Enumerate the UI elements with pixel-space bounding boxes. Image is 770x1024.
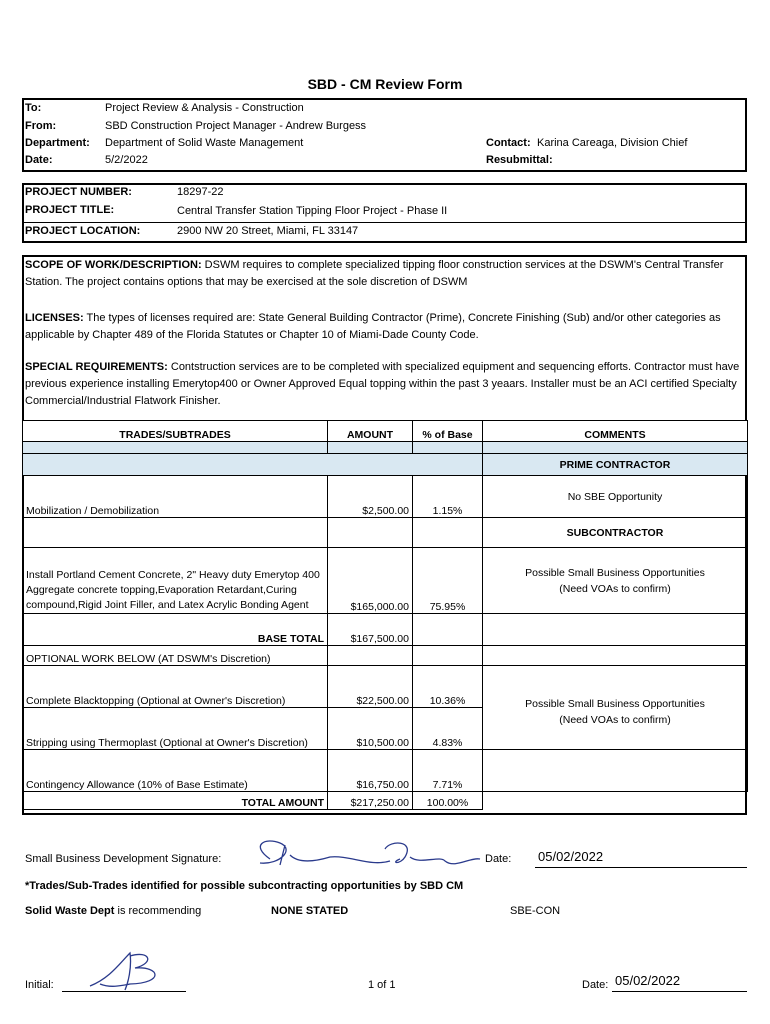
project-title-label: PROJECT TITLE: <box>25 204 115 216</box>
table-row <box>23 666 748 708</box>
date-value: 5/2/2022 <box>105 154 148 166</box>
blacktop-pct: 10.36% <box>413 666 483 708</box>
table-row <box>23 646 748 666</box>
date2-line <box>612 991 747 992</box>
trades-note: *Trades/Sub-Trades identified for possible subcontracting opportunities by SBD CM <box>25 880 464 892</box>
licenses-label: LICENSES: <box>25 312 84 324</box>
date2-value: 05/02/2022 <box>615 973 681 988</box>
project-divider <box>22 222 747 223</box>
col-amount-header: AMOUNT <box>328 421 413 442</box>
optional-comment <box>483 666 748 750</box>
col-trades-header: TRADES/SUBTRADES <box>23 421 328 442</box>
mob-desc: Mobilization / Demobilization <box>23 476 328 518</box>
table-row <box>23 614 748 646</box>
from-value: SBD Construction Project Manager - Andrew Burgess <box>105 120 367 132</box>
sig-date-label: Date: <box>485 853 512 865</box>
project-location-label: PROJECT LOCATION: <box>25 225 141 237</box>
none-stated: NONE STATED <box>271 905 349 917</box>
special-paragraph <box>25 359 745 410</box>
date-label: Date: <box>25 154 53 166</box>
contingency-amount: $16,750.00 <box>328 750 413 792</box>
project-number-value: 18297-22 <box>177 186 224 198</box>
table-header-row <box>23 421 748 442</box>
scope-paragraph <box>25 257 745 291</box>
scope-text: DSWM requires to complete specialized tipping floor construction services at the DSWM's Central Transfer Station. The project contains options that may be exercised at the sole discretion of DSWM <box>25 259 724 288</box>
to-label: To: <box>25 102 42 114</box>
portland-amount: $165,000.00 <box>328 548 413 614</box>
portland-comment <box>483 548 748 614</box>
sig-date-value: 05/02/2022 <box>538 849 604 864</box>
portland-pct: 75.95% <box>413 548 483 614</box>
recommending-dept: Solid Waste Dept <box>25 905 115 917</box>
optional-comment-line1: Possible Small Business Opportunities <box>525 698 705 710</box>
subcontractor-header: SUBCONTRACTOR <box>483 518 748 548</box>
sig-label: Small Business Development Signature: <box>25 853 222 865</box>
form-title: SBD - CM Review Form <box>307 76 463 92</box>
mob-amount: $2,500.00 <box>328 476 413 518</box>
table-row <box>23 442 748 454</box>
portland-desc: Install Portland Cement Concrete, 2" Heavy duty Emerytop 400 Aggregate concrete topping,Evaporation Retardant,Curing compound,Rigid Joint Filler, and Latex Acrylic Bonding Agent <box>23 548 328 614</box>
project-number-label: PROJECT NUMBER: <box>25 186 132 198</box>
contact-label: Contact: <box>486 137 531 149</box>
table-row <box>23 454 748 476</box>
stripping-desc: Stripping using Thermoplast (Optional at Owner's Discretion) <box>23 708 328 750</box>
table-row <box>23 518 748 548</box>
table-row <box>23 548 748 614</box>
base-total-amount: $167,500.00 <box>328 614 413 646</box>
department-label: Department: <box>25 137 90 149</box>
total-amount: $217,250.00 <box>328 792 413 810</box>
scope-label: SCOPE OF WORK/DESCRIPTION: <box>25 259 202 271</box>
department-value: Department of Solid Waste Management <box>105 137 304 149</box>
table-row <box>23 476 748 518</box>
resubmittal-label: Resubmittal: <box>486 154 553 166</box>
optional-label: OPTIONAL WORK BELOW (AT DSWM's Discretion) <box>23 646 328 666</box>
project-location-value: 2900 NW 20 Street, Miami, FL 33147 <box>177 225 359 237</box>
prime-contractor-header: PRIME CONTRACTOR <box>483 454 748 476</box>
portland-comment-line2: (Need VOAs to confirm) <box>559 582 671 595</box>
initials-image <box>80 948 190 993</box>
to-value: Project Review & Analysis - Construction <box>105 102 304 114</box>
mob-comment: No SBE Opportunity <box>483 476 748 518</box>
portland-comment-line1: Possible Small Business Opportunities <box>525 566 705 579</box>
base-total-label: BASE TOTAL <box>23 614 328 646</box>
page-number: 1 of 1 <box>368 979 396 991</box>
licenses-paragraph <box>25 310 745 344</box>
mob-pct: 1.15% <box>413 476 483 518</box>
from-label: From: <box>25 120 57 132</box>
contingency-pct: 7.71% <box>413 750 483 792</box>
sig-date-line <box>535 867 747 868</box>
recommending-rest: is recommending <box>114 905 202 917</box>
recommending-text <box>25 905 201 917</box>
trades-table <box>22 420 748 810</box>
total-label: TOTAL AMOUNT <box>23 792 328 810</box>
date2-label: Date: <box>582 979 609 991</box>
stripping-amount: $10,500.00 <box>328 708 413 750</box>
table-row <box>23 792 748 810</box>
sbe-con: SBE-CON <box>510 905 561 917</box>
project-title-value: Central Transfer Station Tipping Floor Project - Phase II <box>177 205 448 217</box>
total-pct: 100.00% <box>413 792 483 810</box>
col-pct-header: % of Base <box>413 421 483 442</box>
signature-image <box>240 835 485 880</box>
special-text: Contstruction services are to be completed with specialized equipment and sequencing efforts. Contractor must have previous experience installing Emerytop400 or Owner Approved Equal topping within the past 3 yeaars. Installer must be an ACI certified Specialty Commercial/Industrial Flatwork Finisher. <box>25 361 740 407</box>
table-row <box>23 750 748 792</box>
contingency-desc: Contingency Allowance (10% of Base Estimate) <box>23 750 328 792</box>
optional-comment-line2: (Need VOAs to confirm) <box>559 714 671 726</box>
stripping-pct: 4.83% <box>413 708 483 750</box>
licenses-text: The types of licenses required are: State General Building Contractor (Prime), Concrete Finishing (Sub) and/or other categories as applicable by Chapter 489 of the Florida Statutes or Chapter 10 of Miami-Dade County Code. <box>25 312 721 341</box>
blacktop-desc: Complete Blacktopping (Optional at Owner's Discretion) <box>23 666 328 708</box>
special-label: SPECIAL REQUIREMENTS: <box>25 361 168 373</box>
col-comments-header: COMMENTS <box>483 421 748 442</box>
blacktop-amount: $22,500.00 <box>328 666 413 708</box>
initial-label: Initial: <box>25 979 54 991</box>
contact-value: Karina Careaga, Division Chief <box>537 137 688 149</box>
